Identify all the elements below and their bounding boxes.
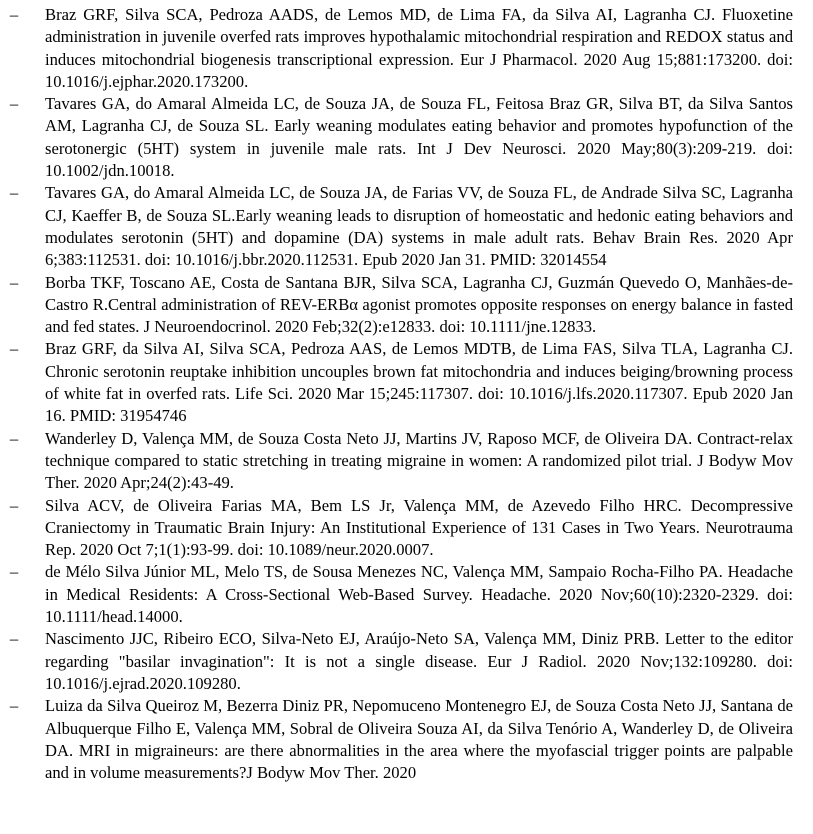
reference-text: Braz GRF, da Silva AI, Silva SCA, Pedroza AAS, de Lemos MDTB, de Lima FAS, Silva TLA, Lagranha CJ. Chronic serotonin reuptake inhibition uncouples brown fat mitochondria and induces beiging/browning process of white fat in overfed rats. Life Sci. 2020 Mar 15;245:117307. doi: 10.1016/j.lfs.2020.117307. Epub 2020 Jan 16. PMID: 31954746 — [45, 339, 793, 426]
dash-bullet: – — [9, 495, 19, 515]
reference-text: de Mélo Silva Júnior ML, Melo TS, de Sousa Menezes NC, Valença MM, Sampaio Rocha-Filho PA. Headache in Medical Residents: A Cross-Sectional Web-Based Survey. Headache. 2020 Nov;60(10):2320-2329. doi: 10.1111/head.14000. — [45, 562, 793, 627]
reference-item — [0, 338, 813, 427]
dash-bullet: – — [9, 5, 19, 24]
dash-bullet: – — [9, 696, 19, 716]
reference-text: Nascimento JJC, Ribeiro ECO, Silva-Neto EJ, Araújo-Neto SA, Valença MM, Diniz PRB. Letter to the editor regarding "basilar invagination": It is not a single disease. Eur J Radiol. 2020 Nov;132:109280. doi: 10.1016/j.ejrad.2020.109280. — [45, 629, 793, 693]
reference-item — [0, 695, 813, 784]
document-page — [0, 4, 813, 784]
dash-bullet: – — [9, 272, 19, 292]
dash-bullet: – — [9, 183, 19, 203]
reference-text: Borba TKF, Toscano AE, Costa de Santana BJR, Silva SCA, Lagranha CJ, Guzmán Quevedo O, Manhães-de-Castro R.Central administration of REV-ERBα agonist promotes opposite responses on energy balance in fasted and fed states. J Neuroendocrinol. 2020 Feb;32(2):e12833. doi: 10.1111/jne.12833. — [45, 272, 793, 337]
reference-text: Luiza da Silva Queiroz M, Bezerra Diniz PR, Nepomuceno Montenegro EJ, de Souza Costa Neto JJ, Santana de Albuquerque Filho E, Valença MM, Sobral de Oliveira Souza AI, da Silva Tenório A, Wanderley D, de Oliveira DA. MRI in migraineurs: are there abnormalities in the area where the myofascial trigger points are palpable and in volume measurements?J Bodyw Mov Ther. 2020 — [45, 696, 793, 783]
reference-text: Wanderley D, Valença MM, de Souza Costa Neto JJ, Martins JV, Raposo MCF, de Oliveira DA. Contract-relax technique compared to static stretching in treating migraine in women: A randomized pilot trial. J Bodyw Mov Ther. 2020 Apr;24(2):43-49. — [45, 428, 793, 493]
reference-item — [0, 561, 813, 628]
dash-bullet: – — [9, 428, 19, 448]
reference-item — [0, 495, 813, 562]
reference-text: Tavares GA, do Amaral Almeida LC, de Souza JA, de Souza FL, Feitosa Braz GR, Silva BT, da Silva Santos AM, Lagranha CJ, de Souza SL. Early weaning modulates eating behavior and promotes hypofunction of the serotonergic (5HT) system in juvenile male rats. Int J Dev Neurosci. 2020 May;80(3):209-219. doi: 10.1002/jdn.10018. — [45, 94, 793, 181]
reference-item — [0, 428, 813, 495]
dash-bullet: – — [9, 339, 19, 359]
reference-text: Silva ACV, de Oliveira Farias MA, Bem LS Jr, Valença MM, de Azevedo Filho HRC. Decompressive Craniectomy in Traumatic Brain Injury: An Institutional Experience of 131 Cases in Two Years. Neurotrauma Rep. 2020 Oct 7;1(1):93-99. doi: 10.1089/neur.2020.0007. — [45, 495, 793, 560]
reference-item — [0, 182, 813, 271]
dash-bullet: – — [9, 629, 19, 649]
reference-item — [0, 93, 813, 182]
reference-list — [0, 4, 813, 784]
reference-item — [0, 628, 813, 695]
reference-item — [0, 272, 813, 339]
reference-text: Braz GRF, Silva SCA, Pedroza AADS, de Lemos MD, de Lima FA, da Silva AI, Lagranha CJ. Fluoxetine administration in juvenile overfed rats improves hypothalamic mitochondrial respiration and REDOX status and induces mitochondrial biogenesis transcriptional expression. Eur J Pharmacol. 2020 Aug 15;881:173200. doi: 10.1016/j.ejphar.2020.173200. — [45, 5, 793, 91]
reference-item — [0, 4, 813, 93]
reference-text: Tavares GA, do Amaral Almeida LC, de Souza JA, de Farias VV, de Souza FL, de Andrade Silva SC, Lagranha CJ, Kaeffer B, de Souza SL.Early weaning leads to disruption of homeostatic and hedonic eating behaviors and modulates serotonin (5HT) and dopamine (DA) systems in male adult rats. Behav Brain Res. 2020 Apr 6;383:112531. doi: 10.1016/j.bbr.2020.112531. Epub 2020 Jan 31. PMID: 32014554 — [45, 183, 793, 270]
dash-bullet: – — [9, 562, 19, 582]
dash-bullet: – — [9, 94, 19, 114]
